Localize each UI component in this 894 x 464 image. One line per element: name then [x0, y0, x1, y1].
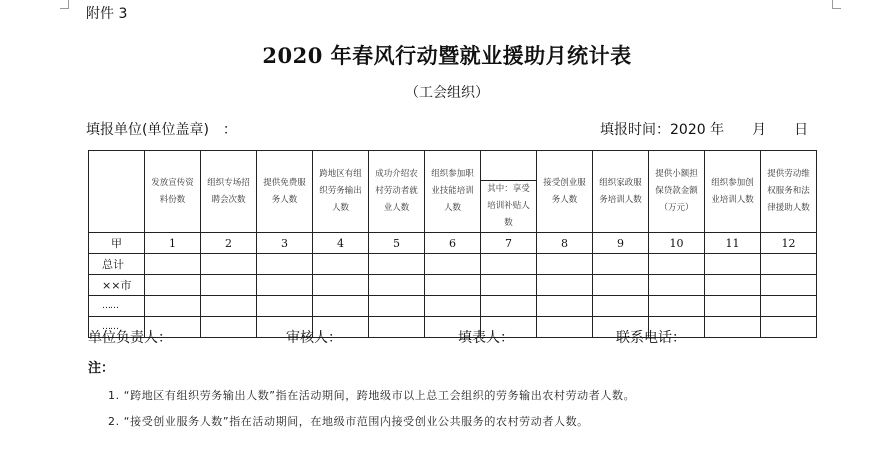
header-cell: 发放宣传资料份数	[145, 151, 201, 233]
header-cell: 成功介绍农村劳动者就业人数	[369, 151, 425, 233]
header-cell-empty	[481, 151, 537, 181]
column-number: 6	[425, 233, 481, 254]
header-cell: 提供免费服务人数	[257, 151, 313, 233]
column-number: 10	[649, 233, 705, 254]
document-subtitle: （工会组织）	[405, 85, 489, 101]
fill-unit-label: 填报单位(单位盖章) ：	[86, 122, 237, 138]
document-title: 2020 年春风行动暨就业援助月统计表	[262, 43, 632, 68]
notes-label: 注：	[88, 361, 115, 376]
column-number: 5	[369, 233, 425, 254]
row-label: ……	[89, 296, 145, 317]
index-label-cell: 甲	[89, 233, 145, 254]
header-cell: 提供劳动维权服务和法律援助人数	[761, 151, 817, 233]
note-item-1: 1. “跨地区有组织劳务输出人数”指在活动期间，跨地级市以上总工会组织的劳务输出农村劳动者人数。	[108, 389, 636, 402]
header-cell: 提供小额担保贷款金额（万元）	[649, 151, 705, 233]
header-cell: 跨地区有组织劳务输出人数	[313, 151, 369, 233]
row-label: ××市	[89, 275, 145, 296]
header-cell: 接受创业服务人数	[537, 151, 593, 233]
header-cell: 组织参加创业培训人数	[705, 151, 761, 233]
page-corner-mark-left	[60, 0, 69, 9]
table-row	[89, 317, 817, 338]
column-number: 1	[145, 233, 201, 254]
column-number: 8	[537, 233, 593, 254]
header-cell: 组织专场招聘会次数	[201, 151, 257, 233]
column-number: 12	[761, 233, 817, 254]
statistics-table	[88, 150, 817, 338]
column-number: 4	[313, 233, 369, 254]
table-row	[89, 296, 817, 317]
reviewer-label: 审核人：	[286, 330, 342, 346]
column-number: 7	[481, 233, 537, 254]
column-number: 3	[257, 233, 313, 254]
fill-time-label: 填报时间：2020 年 月 日	[600, 122, 809, 138]
unit-head-label: 单位负责人：	[88, 330, 172, 346]
header-cell-subsidy: 其中：享受培训补贴人数	[481, 181, 537, 233]
column-number: 2	[201, 233, 257, 254]
note-item-2: 2. “接受创业服务人数”指在活动期间，在地级市范围内接受创业公共服务的农村劳动者人数。	[108, 415, 589, 428]
header-cell: 组织家政服务培训人数	[593, 151, 649, 233]
row-label: ……	[89, 317, 145, 338]
table-row	[89, 254, 817, 275]
row-label: 总计	[89, 254, 145, 275]
column-number: 9	[593, 233, 649, 254]
page-corner-mark-right	[832, 0, 841, 9]
column-number: 11	[705, 233, 761, 254]
phone-label: 联系电话：	[616, 330, 686, 346]
filler-label: 填表人：	[458, 330, 514, 346]
table-row	[89, 275, 817, 296]
header-cell: 组织参加职业技能培训人数	[425, 151, 481, 233]
attachment-label: 附件 3	[86, 6, 128, 22]
table-corner-cell	[89, 151, 145, 233]
